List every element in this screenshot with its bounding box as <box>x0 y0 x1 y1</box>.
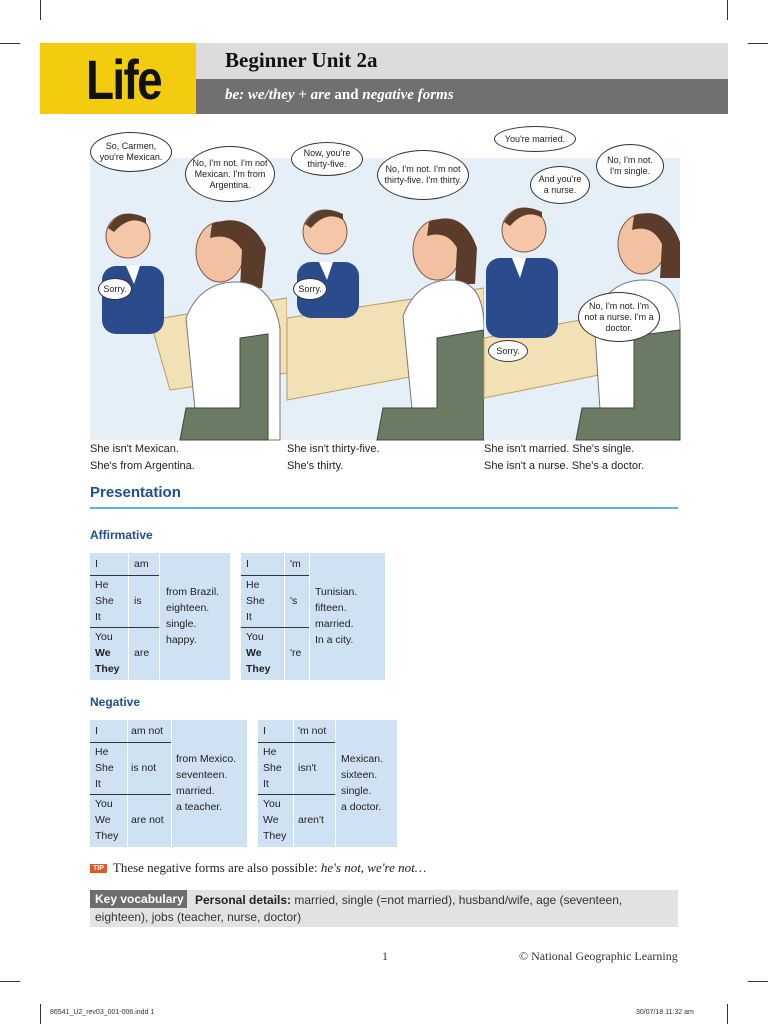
pronoun-cell: He She It <box>95 579 114 623</box>
header-title-bar <box>196 43 728 79</box>
cartoon-caption-3: She isn't married. She's single. She isn't a nurse. She's a doctor. <box>484 443 645 472</box>
verb-cell: aren't <box>298 814 324 826</box>
pronoun-cell: You We They <box>263 798 287 842</box>
cartoon-panel-1 <box>90 141 287 440</box>
verb-cell: is <box>134 595 142 607</box>
cartoon-strip <box>90 133 680 440</box>
key-vocabulary-badge: Key vocabulary <box>90 890 187 908</box>
life-logo <box>40 43 196 114</box>
pronoun-cell: You We They <box>246 631 271 675</box>
speech-bubble: Sorry. <box>98 278 132 300</box>
crop-mark <box>748 43 768 44</box>
pronoun-cell: You We They <box>95 631 120 675</box>
grammar-table-negative-contracted <box>258 720 397 847</box>
crop-mark <box>40 1004 41 1024</box>
crop-mark <box>748 981 768 982</box>
verb-cell: is not <box>131 762 157 774</box>
cartoon-caption-1: She isn't Mexican. She's from Argentina. <box>90 443 195 472</box>
header-subtitle-bar <box>196 79 728 114</box>
speech-bubble: Sorry. <box>293 278 327 300</box>
grammar-table-affirmative-full <box>90 553 230 680</box>
complement-cell: from Brazil. eighteen. single. happy. <box>166 586 220 646</box>
page-number: 1 <box>382 949 388 963</box>
crop-mark <box>727 1004 728 1024</box>
speech-bubble: No, I'm not. I'm not thirty-five. I'm thirty. <box>377 150 469 200</box>
speech-bubble: So, Carmen, you're Mexican. <box>90 132 172 172</box>
speech-bubble: No, I'm not. I'm not a nurse. I'm a doctor. <box>578 292 660 342</box>
affirmative-title: Affirmative <box>90 528 153 542</box>
pronoun-cell: You We They <box>95 798 119 842</box>
pronoun-cell: I <box>95 558 98 570</box>
tip-badge: TIP <box>90 864 107 873</box>
pronoun-cell: I <box>246 558 249 570</box>
key-vocabulary-box <box>90 890 678 927</box>
pronoun-cell: I <box>263 725 266 737</box>
pronoun-cell: He She It <box>246 579 265 623</box>
logo-text: Life <box>86 48 162 111</box>
pronoun-cell: I <box>95 725 98 737</box>
pronoun-cell: He She It <box>263 746 282 790</box>
speech-bubble: And you're a nurse. <box>530 166 590 204</box>
speech-bubble: No, I'm not. I'm not Mexican. I'm from Argentina. <box>185 146 275 202</box>
print-slug-file: 86541_U2_rev03_001-006.indd 1 <box>50 1009 155 1016</box>
crop-mark <box>40 0 41 20</box>
verb-cell: 'm not <box>298 725 327 737</box>
speech-bubble: Sorry. <box>488 340 528 362</box>
panel-3-illustration <box>484 158 680 440</box>
verb-cell: are <box>134 647 150 659</box>
copyright: © National Geographic Learning <box>519 949 678 963</box>
print-slug-date: 30/07/18 11:32 am <box>636 1009 694 1016</box>
speech-bubble: You're married. <box>494 126 576 152</box>
verb-cell: am <box>134 558 149 570</box>
grammar-table-affirmative-contracted <box>241 553 385 680</box>
complement-cell: Mexican. sixteen. single. a doctor. <box>341 753 384 813</box>
tip-note <box>90 860 426 876</box>
verb-cell: 's <box>290 595 298 607</box>
page-title: Beginner Unit 2a <box>225 48 378 72</box>
verb-cell: are not <box>131 814 164 826</box>
verb-cell: am not <box>131 725 164 737</box>
speech-bubble: Now, you're thirty-five. <box>291 142 363 176</box>
verb-cell: 're <box>290 647 302 659</box>
speech-bubble: No, I'm not. I'm single. <box>596 144 664 188</box>
crop-mark <box>0 981 20 982</box>
complement-cell: from Mexico. seventeen. married. a teacher. <box>176 753 237 813</box>
complement-cell: Tunisian. fifteen. married. In a city. <box>315 586 358 646</box>
verb-cell: 'm <box>290 558 301 570</box>
verb-cell: isn't <box>298 762 317 774</box>
pronoun-cell: He She It <box>95 746 114 790</box>
crop-mark <box>0 43 20 44</box>
tip-text: These negative forms are also possible: <box>112 860 321 875</box>
crop-mark <box>727 0 728 20</box>
cartoon-panel-3 <box>484 133 680 440</box>
cartoon-panel-2 <box>287 148 484 440</box>
grammar-table-negative-full <box>90 720 247 847</box>
key-vocabulary-text: Personal details: married, single (=not married), husband/wife, age (seventeen, eighteen), jobs (teacher, nurse, doctor) <box>95 893 623 924</box>
section-title: Presentation <box>90 484 181 501</box>
tip-examples: he's not, we're not… <box>320 860 427 875</box>
negative-title: Negative <box>90 695 141 709</box>
page-subtitle: be: we/they + are and negative forms <box>225 87 454 103</box>
cartoon-caption-2: She isn't thirty-five. She's thirty. <box>287 443 380 472</box>
section-rule <box>90 507 678 509</box>
